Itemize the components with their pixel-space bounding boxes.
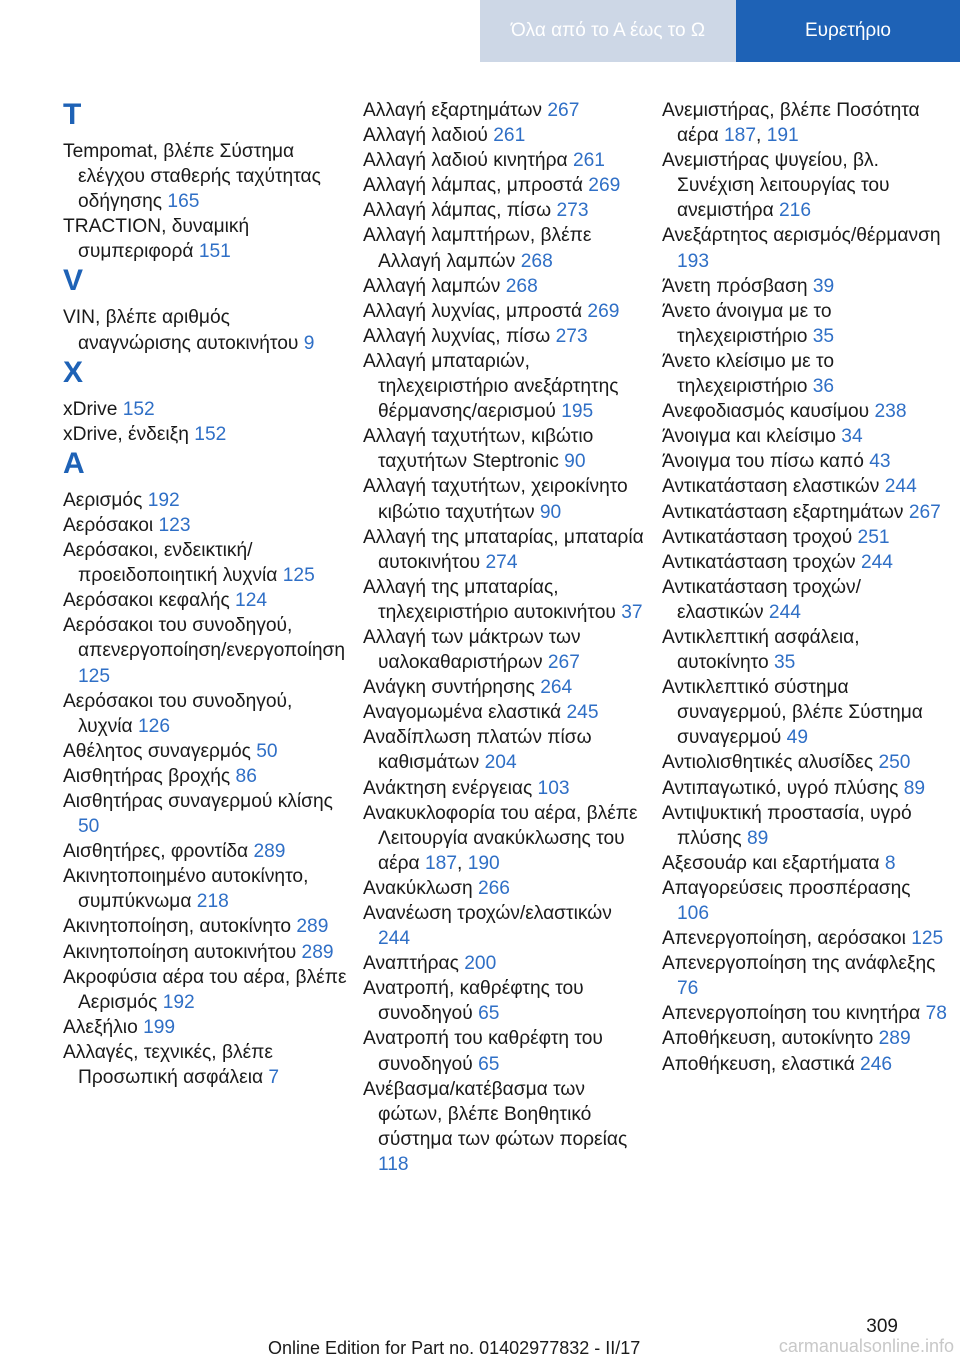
entry-text: TRACTION, δυναμική συμπεριφορά	[63, 216, 250, 263]
index-entry	[363, 123, 648, 148]
page-link[interactable]: 151	[198, 241, 231, 263]
page-link[interactable]: 244	[884, 476, 917, 498]
entry-text: Αλλαγή της μπαταρίας, τηλεχειριστήριο αυτοκινήτου	[363, 576, 616, 623]
page-link[interactable]: 289	[296, 916, 329, 938]
entry-text: Αντικλεπτικό σύστημα συναγερμού, βλέπε Σύστημα συναγερμού	[662, 677, 923, 749]
index-entry	[662, 349, 947, 399]
page-link[interactable]: 103	[537, 777, 570, 799]
page-link[interactable]: 90	[564, 451, 586, 473]
index-entry	[662, 550, 947, 575]
entry-text: Αλλαγή λάμπας, μπροστά	[363, 175, 583, 197]
page-link[interactable]: 238	[874, 401, 907, 423]
entry-text: Αντιψυκτική προστασία, υγρό πλύσης	[662, 802, 912, 849]
page-link[interactable]: 190	[467, 852, 500, 874]
index-entry	[363, 525, 648, 575]
index-entry	[662, 299, 947, 349]
index-entry	[363, 198, 648, 223]
entry-text: Αλλαγές, τεχνικές, βλέπε Προσωπική ασφάλεια	[63, 1041, 273, 1088]
index-entry	[63, 1015, 348, 1040]
page-link[interactable]: 65	[478, 1003, 500, 1025]
tab-all-a-to-z[interactable]	[480, 0, 736, 62]
index-entry	[363, 725, 648, 775]
page-link[interactable]: 89	[746, 827, 769, 849]
index-entry	[363, 876, 648, 901]
index-entry	[363, 223, 648, 273]
entry-text: Αποθήκευση, αυτοκίνητο	[662, 1028, 874, 1050]
index-entry	[662, 148, 947, 223]
entry-text: Άνοιγμα και κλείσιμο	[662, 426, 836, 448]
entry-text: Αλεξήλιο	[63, 1016, 138, 1038]
index-column-1	[63, 98, 348, 1090]
entry-text: Άνετο άνοιγμα με το τηλεχειριστήριο	[662, 300, 832, 347]
index-entry	[662, 801, 947, 851]
page-link[interactable]: 187	[724, 125, 757, 147]
page-link[interactable]: 289	[253, 841, 286, 863]
index-entry: Ανεμιστήρας, βλέπε Ποσότητα αέρα 187, 191	[662, 100, 920, 147]
entry-text: Αλλαγή λαδιού	[363, 125, 488, 147]
entry-text: Αλλαγή των μάκτρων των υαλοκαθαριστήρων	[363, 626, 581, 674]
index-entry	[63, 789, 348, 839]
index-entry	[662, 750, 947, 775]
entry-text: Αθέλητος συναγερμός	[63, 740, 251, 762]
index-entry	[63, 397, 348, 422]
page-link[interactable]: 200	[464, 953, 497, 975]
page-link[interactable]: 199	[143, 1016, 176, 1038]
index-entry	[63, 305, 348, 355]
index-letter-heading: T	[63, 98, 82, 131]
index-entry	[662, 575, 947, 625]
index-entry	[363, 98, 648, 123]
index-entry	[63, 864, 348, 914]
index-entry	[662, 424, 947, 449]
entry-text: Άνετη πρόσβαση	[662, 275, 808, 297]
index-entry	[662, 449, 947, 474]
tab-index[interactable]	[736, 0, 960, 62]
entry-text: Άνετο κλείσιμο με το τηλεχειριστήριο	[662, 350, 835, 398]
page-link[interactable]: 245	[566, 702, 599, 724]
entry-text: Αντιπαγωτικό, υγρό πλύσης	[662, 777, 899, 799]
entry-text: Αντικατάσταση τροχών/ελαστικών	[662, 576, 861, 623]
page-link[interactable]: 246	[860, 1053, 893, 1075]
page-link[interactable]: 78	[925, 1003, 947, 1025]
index-entry: Ανακυκλοφορία του αέρα, βλέπε Λειτουργία ανακύκλωσης του αέρα 187, 190	[363, 802, 638, 874]
index-entry	[63, 588, 348, 613]
entry-text: Αερόσακοι του συνοδηγού, λυχνία	[63, 690, 293, 737]
entry-text: Ανεμιστήρας, βλέπε Ποσότητα αέρα	[662, 100, 920, 147]
index-entry	[63, 214, 348, 264]
page-link[interactable]: 193	[677, 250, 710, 272]
page-link[interactable]: 251	[857, 526, 890, 548]
index-entry	[662, 776, 947, 801]
page-link[interactable]: 89	[903, 777, 926, 799]
page-link[interactable]: 273	[555, 325, 588, 347]
entry-text: Αλλαγή της μπαταρίας, μπαταρία αυτοκινήτου	[363, 526, 644, 573]
entry-text: Αντικατάσταση τροχών	[662, 551, 856, 573]
watermark: carmanualsonline.info	[778, 1336, 954, 1356]
entry-text: Άνοιγμα του πίσω καπό	[662, 451, 864, 473]
page-link[interactable]: 76	[677, 978, 699, 1000]
page-link[interactable]: 124	[235, 590, 268, 612]
entry-text: VIN, βλέπε αριθμός αναγνώρισης αυτοκινήτου	[63, 307, 299, 354]
index-entry	[363, 951, 648, 976]
entry-text: Αλλαγή λυχνίας, μπροστά	[363, 300, 583, 322]
index-letter-heading: A	[63, 446, 85, 480]
index-entry	[363, 299, 648, 324]
entry-text: Αναγομωμένα ελαστικά	[363, 702, 562, 724]
entry-text: Αλλαγή ταχυτήτων, κιβώτιο ταχυτήτων Steptronic	[363, 426, 594, 473]
entry-text: Αερόσακοι	[63, 514, 154, 536]
page-link[interactable]: 244	[860, 551, 893, 573]
index-entry	[363, 575, 648, 625]
page-link[interactable]: 36	[812, 376, 835, 398]
page-link[interactable]: 274	[485, 551, 518, 573]
page-link[interactable]: 264	[540, 677, 573, 699]
page-link[interactable]: 267	[547, 100, 580, 121]
entry-text: Αλλαγή ταχυτήτων, χειροκίνητο κιβώτιο ταχυτήτων	[363, 476, 628, 523]
index-entry	[363, 349, 648, 424]
index-entry	[363, 1077, 648, 1177]
page-link[interactable]: 125	[282, 565, 315, 587]
page-link[interactable]: 86	[235, 765, 257, 787]
page-link[interactable]: 50	[78, 816, 100, 838]
index-column-3	[662, 98, 947, 1077]
page-link[interactable]: 35	[774, 652, 796, 674]
index-entry	[662, 876, 947, 926]
index-entry	[363, 424, 648, 474]
page-link[interactable]: 191	[766, 125, 799, 147]
page-link[interactable]: 187	[425, 852, 458, 874]
entry-text: Ανάκτηση ενέργειας	[363, 777, 533, 799]
index-letter-heading: X	[63, 355, 84, 389]
index-entry	[662, 1026, 947, 1051]
index-entry	[662, 525, 947, 550]
entry-text: Tempomat, βλέπε Σύστημα ελέγχου σταθερής ταχύτητας οδήγησης	[63, 141, 321, 213]
index-entry	[63, 689, 348, 739]
index-letter-heading: V	[63, 264, 84, 298]
index-entry	[63, 139, 348, 214]
page-link[interactable]: 267	[547, 652, 580, 674]
entry-text: Ανεξάρτητος αερισμός/θέρμανση	[662, 225, 941, 247]
page-link[interactable]: 216	[779, 200, 812, 222]
page-link[interactable]: 204	[484, 752, 517, 774]
index-entry	[363, 675, 648, 700]
page-link[interactable]: 50	[256, 740, 278, 762]
entry-text: Αερόσακοι κεφαλής	[63, 590, 230, 612]
page-link[interactable]: 34	[841, 426, 863, 448]
page-link[interactable]: 267	[908, 501, 941, 523]
index-entry	[63, 739, 348, 764]
page-link[interactable]: 49	[786, 727, 808, 749]
page-link[interactable]: 268	[520, 250, 553, 272]
page-link[interactable]: 273	[556, 200, 589, 222]
entry-text: Αντικλεπτική ασφάλεια, αυτοκίνητο	[662, 626, 860, 674]
page-link[interactable]: 152	[122, 398, 155, 420]
index-entry	[63, 764, 348, 789]
page-link[interactable]: 8	[884, 852, 896, 874]
entry-text: Αλλαγή λυχνίας, πίσω	[363, 325, 551, 347]
entry-text: Ανάγκη συντήρησης	[363, 677, 535, 699]
entry-text: Αξεσουάρ και εξαρτήματα	[662, 852, 880, 874]
entry-text: Αποθήκευση, ελαστικά	[662, 1053, 855, 1075]
index-entry	[363, 901, 648, 951]
entry-text: Ακροφύσια αέρα του αέρα, βλέπε Αερισμός	[63, 966, 347, 1013]
page-link[interactable]: 165	[167, 191, 200, 213]
index-entry	[63, 940, 348, 965]
entry-text: Αερόσακοι, ενδεικτική/προειδοποιητική λυχνία	[63, 540, 278, 587]
entry-text: Απενεργοποίηση της ανάφλεξης	[662, 953, 936, 975]
index-entry	[363, 625, 648, 675]
index-column-2	[363, 98, 648, 1177]
page-link[interactable]: 268	[505, 275, 538, 297]
index-entry	[63, 613, 348, 688]
page-link[interactable]: 269	[588, 175, 621, 197]
index-entry	[662, 951, 947, 1001]
page-link[interactable]: 289	[878, 1028, 911, 1050]
page-link[interactable]: 106	[677, 903, 710, 924]
entry-text: Αλλαγή λαδιού κινητήρα	[363, 150, 568, 172]
entry-text: xDrive, ένδειξη	[63, 423, 189, 445]
page-link[interactable]: 261	[572, 150, 605, 172]
page-link[interactable]: 65	[478, 1053, 500, 1075]
page-link[interactable]: 39	[812, 275, 835, 297]
index-entry	[63, 513, 348, 538]
page-link[interactable]: 7	[268, 1067, 280, 1088]
index-entry	[363, 776, 648, 801]
page-link[interactable]: 126	[138, 715, 171, 737]
page-link[interactable]: 9	[303, 332, 315, 354]
page-link[interactable]: 289	[301, 941, 334, 963]
page-link[interactable]: 250	[878, 752, 911, 774]
entry-text: Απενεργοποίηση του κινητήρα	[662, 1003, 921, 1025]
entry-text: Ανατροπή του καθρέφτη του συνοδηγού	[363, 1028, 603, 1075]
page-link[interactable]: 266	[477, 877, 510, 899]
page-link[interactable]: 118	[378, 1153, 409, 1175]
page-link[interactable]: 261	[493, 125, 526, 147]
page-link[interactable]: 244	[378, 928, 411, 950]
entry-text: Ανακυκλοφορία του αέρα, βλέπε Λειτουργία ανακύκλωσης του αέρα	[363, 802, 638, 874]
header-bar	[0, 0, 960, 62]
entry-text: Απενεργοποίηση, αερόσακοι	[662, 928, 906, 950]
index-entry	[662, 625, 947, 675]
entry-text: xDrive	[63, 398, 118, 420]
page-link[interactable]: 218	[196, 891, 229, 913]
index-entry	[63, 1040, 348, 1090]
page-number: 309	[866, 1316, 898, 1337]
index-entry	[662, 500, 947, 525]
index-entry	[63, 538, 348, 588]
entry-text: Αλλαγή λαμπών	[363, 275, 501, 297]
edition-footer: Online Edition for Part no. 01402977832 - II/17	[268, 1338, 641, 1358]
entry-text: Απαγορεύσεις προσπέρασης	[662, 877, 911, 899]
index-entry	[363, 173, 648, 198]
index-entry	[363, 976, 648, 1026]
entry-text: Αερισμός	[63, 489, 143, 511]
index-entry	[363, 148, 648, 173]
index-entry	[363, 474, 648, 524]
entry-text: Ανεμιστήρας ψυγείου, βλ. Συνέχιση λειτουργίας του ανεμιστήρα	[662, 150, 890, 222]
entry-text: Ακινητοποίηση, αυτοκίνητο	[63, 916, 292, 938]
page-link[interactable]: 43	[869, 451, 891, 473]
index-entry	[662, 274, 947, 299]
page-link[interactable]: 192	[147, 489, 180, 511]
entry-text: Ανεφοδιασμός καυσίμου	[662, 401, 870, 423]
index-entry	[662, 474, 947, 499]
entry-text: Αλλαγή μπαταριών, τηλεχειριστήριο ανεξάρτητης θέρμανσης/αερισμού	[363, 350, 619, 423]
index-entry	[662, 675, 947, 750]
index-entry	[363, 1026, 648, 1076]
index-entry	[662, 223, 947, 273]
entry-text: Ακινητοποιημένο αυτοκίνητο, συμπύκνωμα	[63, 866, 309, 913]
index-entry	[63, 965, 348, 1015]
index-entry	[63, 839, 348, 864]
index-entry	[662, 926, 947, 951]
page-link[interactable]: 90	[539, 501, 562, 523]
page-link[interactable]: 123	[158, 514, 191, 536]
tab-index-label: Ευρετήριο	[804, 20, 891, 41]
index-entry	[363, 324, 648, 349]
page-link[interactable]: 37	[621, 601, 643, 623]
entry-text: Αντικατάσταση ελαστικών	[662, 476, 880, 498]
entry-text: Ανέβασμα/κατέβασμα των φώτων, βλέπε Βοηθητικό σύστημα των φώτων πορείας	[363, 1078, 628, 1150]
entry-text: Αναδίπλωση πλατών πίσω καθισμάτων	[363, 727, 592, 774]
index-entry	[662, 1001, 947, 1026]
entry-text: Αντικατάσταση τροχού	[662, 526, 853, 548]
index-entry	[363, 274, 648, 299]
entry-text: Αερόσακοι του συνοδηγού, απενεργοποίηση/ενεργοποίηση	[63, 615, 346, 662]
tab-all-label: Όλα από το Α έως το Ω	[510, 20, 706, 41]
index-entry	[63, 488, 348, 513]
page-link[interactable]: 192	[162, 991, 195, 1013]
entry-text: Αισθητήρας βροχής	[63, 765, 231, 787]
entry-text: Αισθητήρας συναγερμού κλίσης	[63, 790, 333, 812]
entry-text: Ανατροπή, καθρέφτης του συνοδηγού	[363, 978, 584, 1025]
page-link[interactable]: 152	[194, 423, 227, 445]
index-entry	[63, 914, 348, 939]
entry-text: Αλλαγή εξαρτημάτων	[363, 100, 543, 121]
page-link[interactable]: 125	[78, 665, 111, 687]
page-link[interactable]: 244	[768, 601, 801, 623]
index-entry	[662, 1052, 947, 1077]
entry-text: Αισθητήρες, φροντίδα	[63, 841, 249, 863]
page-link[interactable]: 195	[561, 401, 594, 423]
entry-text: Αλλαγή λάμπας, πίσω	[363, 200, 552, 222]
index-entry	[662, 399, 947, 424]
entry-text: Αλλαγή λαμπτήρων, βλέπε Αλλαγή λαμπών	[363, 225, 592, 272]
index-entry	[63, 422, 348, 447]
index-entry	[363, 700, 648, 725]
entry-text: Αντικατάσταση εξαρτημάτων	[662, 501, 904, 523]
page-link[interactable]: 269	[587, 300, 620, 322]
entry-text: Αντιολισθητικές αλυσίδες	[662, 752, 874, 774]
index-entry	[662, 851, 947, 876]
entry-text: Ανακύκλωση	[363, 877, 473, 899]
page-link[interactable]: 35	[812, 325, 835, 347]
entry-text: Ακινητοποίηση αυτοκινήτου	[63, 941, 297, 963]
page-link[interactable]: 125	[911, 928, 944, 950]
entry-text: Αναπτήρας	[363, 953, 459, 975]
entry-text: Ανανέωση τροχών/ελαστικών	[363, 903, 612, 924]
